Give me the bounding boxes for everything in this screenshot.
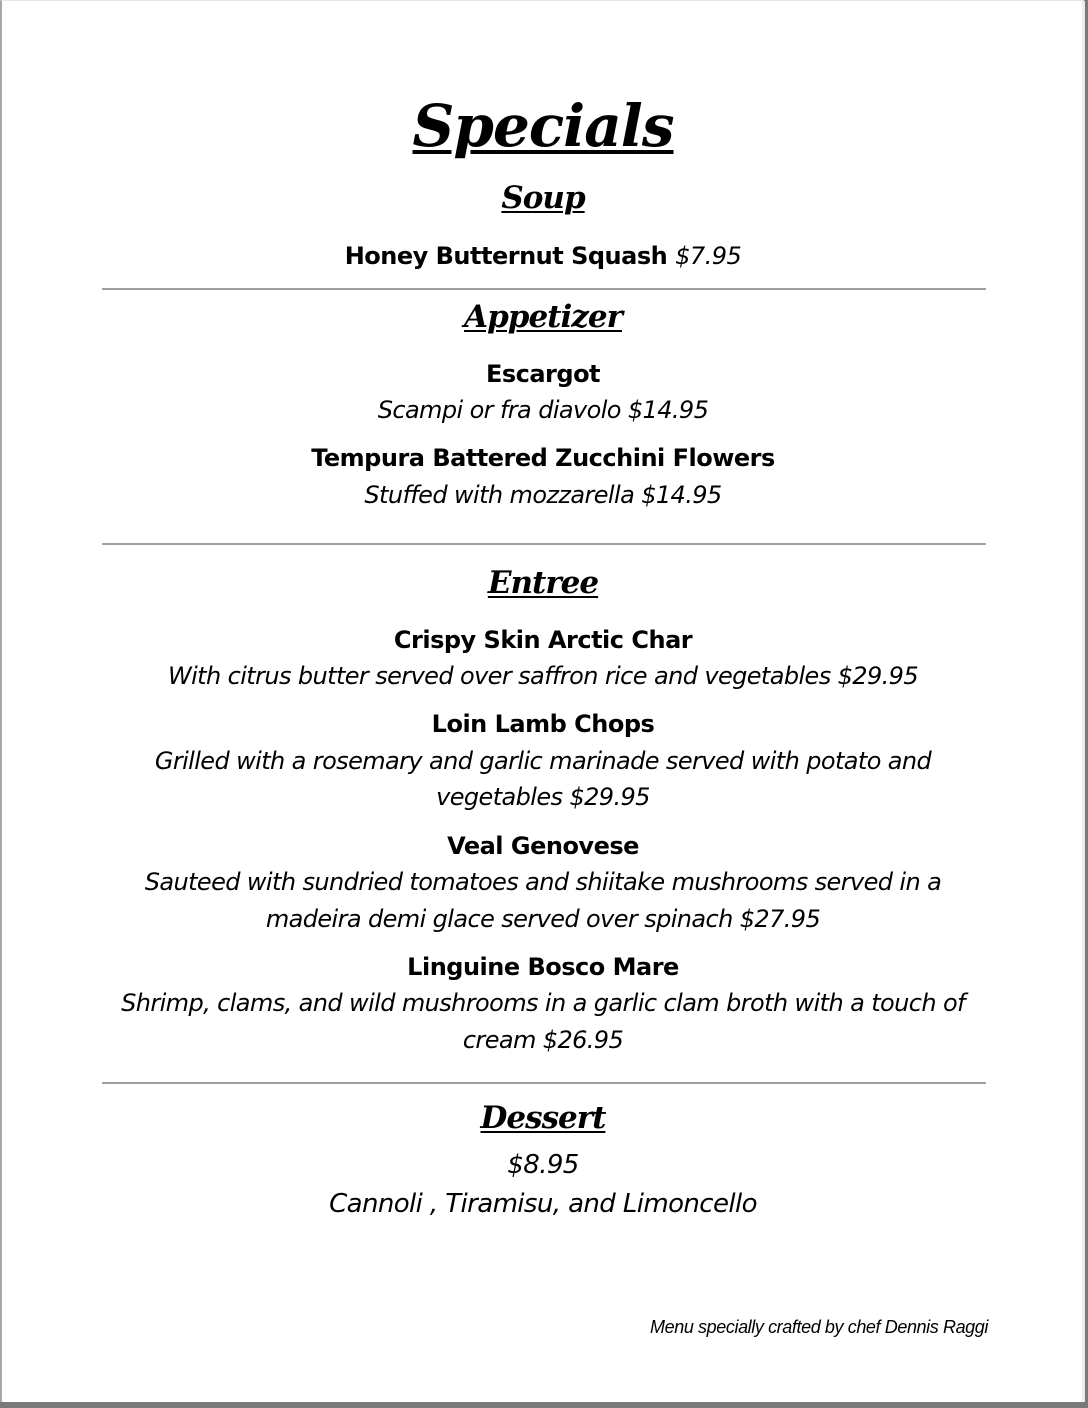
section-heading-appetizer: Appetizer xyxy=(464,299,622,335)
item-name: Escargot xyxy=(485,360,601,388)
item-price: $7.95 xyxy=(675,242,742,270)
section-divider xyxy=(102,288,986,290)
item-name: Veal Genovese xyxy=(447,832,639,860)
section-heading-entree: Entree xyxy=(487,565,599,601)
menu-item-soup xyxy=(2,244,1084,268)
item-name: Loin Lamb Chops xyxy=(431,710,655,738)
item-name: Tempura Battered Zucchini Flowers xyxy=(311,444,775,472)
item-description: vegetables $29.95 xyxy=(436,783,650,811)
item-name: Linguine Bosco Mare xyxy=(407,953,679,981)
section-divider xyxy=(102,1082,986,1084)
dessert-items: Cannoli , Tiramisu, and Limoncello xyxy=(329,1189,757,1219)
item-name: Crispy Skin Arctic Char xyxy=(393,626,693,654)
item-description: madeira demi glace served over spinach $27.95 xyxy=(265,905,821,933)
item-description: Stuffed with mozzarella $14.95 xyxy=(364,481,722,509)
section-heading-soup: Soup xyxy=(501,180,585,216)
section-divider xyxy=(102,543,986,545)
dessert-price: $8.95 xyxy=(507,1150,579,1180)
item-description: With citrus butter served over saffron rice and vegetables $29.95 xyxy=(167,662,919,690)
item-description: Sauteed with sundried tomatoes and shiitake mushrooms served in a xyxy=(144,868,942,896)
item-description: Grilled with a rosemary and garlic marinade served with potato and xyxy=(154,747,932,775)
item-description: Scampi or fra diavolo $14.95 xyxy=(377,396,709,424)
chef-credit: Menu specially crafted by chef Dennis Raggi xyxy=(650,1317,988,1337)
item-description: cream $26.95 xyxy=(462,1026,624,1054)
item-name: Honey Butternut Squash xyxy=(344,242,668,270)
page-title: Specials xyxy=(412,92,674,160)
section-heading-dessert: Dessert xyxy=(480,1100,606,1136)
item-description: Shrimp, clams, and wild mushrooms in a garlic clam broth with a touch of xyxy=(121,989,965,1017)
